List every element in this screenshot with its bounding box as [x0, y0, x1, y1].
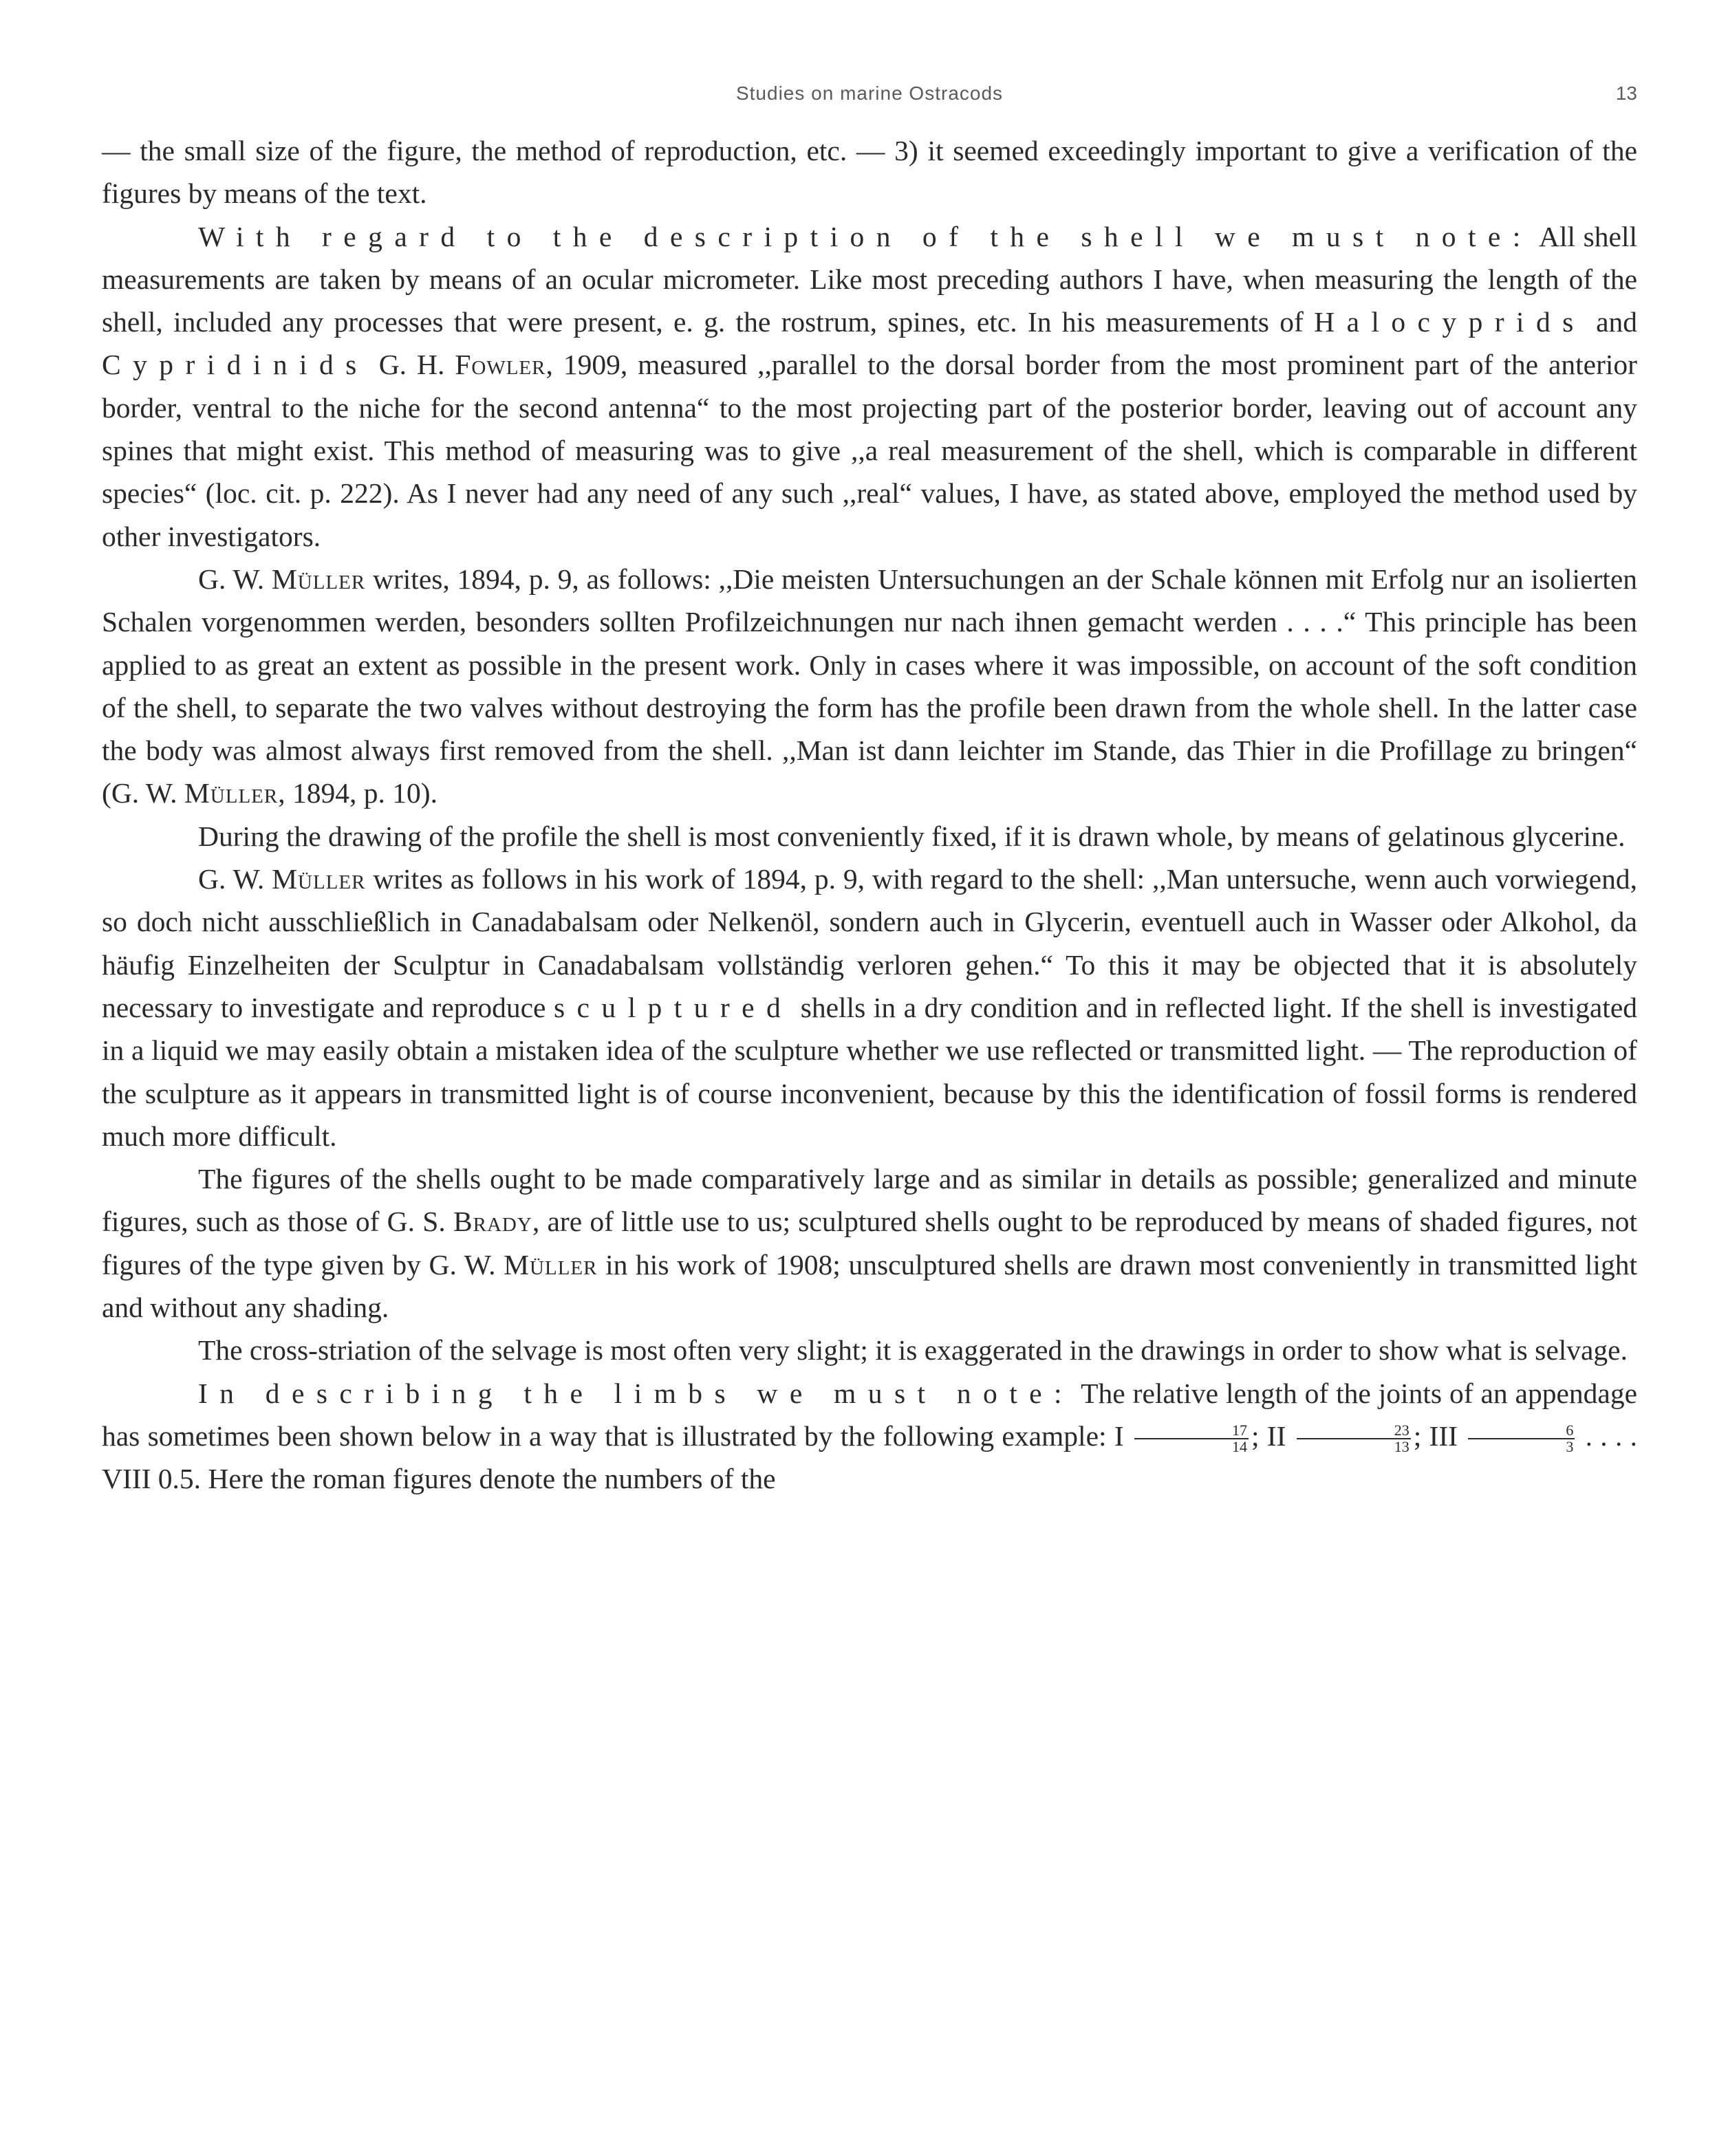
spaced-heading: In describing the limbs we must note: — [198, 1377, 1074, 1409]
spaced-term: Halocyprids — [1314, 306, 1586, 338]
fraction-numerator: 23 — [1297, 1423, 1411, 1439]
paragraph-text: , 1909, measured ,,parallel to the dorsal border from the most prominent part of the anterior border, ventral to the niche for the second antenna“ to the most projecting part of the posterior border, leaving out of account any spines that might exist. This method of measuring was to give ,,a real measurement of the shell, which is comparable in different species“ (loc. cit. p. 222). As I never had any need of any such ,,real“ values, I have, as stated above, employed the method used by other investigators. — [102, 349, 1637, 552]
paragraph-text: shells in a dry condition and in reflected light. If the shell is investigated in a liquid we may easily obtain a mistaken idea of the sculpture whether we use reflected or transmitted light. — The reproduction of the sculpture as it appears in transmitted light is of course inconvenient, because by this the identification of fossil forms is rendered much more difficult. — [102, 991, 1637, 1152]
paragraph-1 — [102, 129, 1637, 215]
joint-fraction — [1468, 1423, 1575, 1455]
page-header — [102, 83, 1637, 117]
paragraph-text: ; III — [1413, 1419, 1466, 1452]
paragraph-text: in his work of 1908; unsculptured shells are drawn most conveniently in transmitted light and without any shading. — [102, 1248, 1637, 1324]
author-name: Brady — [453, 1206, 532, 1238]
paragraph-text: , are of little use to us; sculptured shells ought to be reproduced by means of shaded figures, not figures of the type given by G. W. — [102, 1206, 1637, 1281]
paragraph-shell-description — [102, 215, 1637, 558]
paragraph-text: The figures of the shells ought to be made comparatively large and as similar in details as possible; generalized and minute figures, such as those of G. S. — [102, 1163, 1637, 1238]
paragraph-glycerine — [102, 815, 1637, 858]
author-name: Müller — [272, 863, 366, 895]
paragraph-text: G. W. — [198, 563, 272, 595]
paragraph-text: The cross-striation of the selvage is most often very slight; it is exaggerated in the drawings in order to show what is selvage. — [198, 1334, 1628, 1366]
paragraph-sculpture — [102, 858, 1637, 1157]
author-name: Müller — [271, 563, 366, 595]
paragraph-text: The relative length of the joints of an appendage has sometimes been shown below in a way that is illustrated by the following example: I — [102, 1377, 1637, 1452]
author-name: Müller — [504, 1248, 598, 1281]
paragraph-text: writes as follows in his work of 1894, p. 9, with regard to the shell: ,,Man untersuche, wenn auch vorwiegend, so doch nicht ausschließlich in Canadabalsam oder Nelkenöl, sondern auch in Glycerin, eventuell auch in Wasser oder Alkohol, da häufig Einzelheiten der Sculptur in Canadabalsam vollständig verloren gehen.“ To this it may be objected that it is absolutely necessary to investigate and reproduce — [102, 863, 1637, 1023]
page-number: 13 — [1615, 83, 1637, 104]
paragraph-muller-1894 — [102, 558, 1637, 815]
fraction-denominator: 3 — [1566, 1438, 1574, 1456]
paragraph-text: G. W. — [198, 863, 272, 895]
author-name: Fowler — [455, 349, 546, 381]
paragraph-text: ; II — [1251, 1419, 1294, 1452]
paragraph-text: . . . . VIII 0.5. Here the roman figures denote the numbers of the — [102, 1419, 1638, 1495]
paragraph-text: All shell measurements are taken by means of an ocular micrometer. Like most preceding authors I have, when measuring the length of the shell, included any processes that were present, e. g. the rostrum, spines, etc. In his measurements of — [102, 220, 1637, 338]
fraction-numerator: 17 — [1134, 1423, 1249, 1439]
paragraph-text: G. H. — [368, 349, 455, 381]
joint-fraction — [1297, 1423, 1411, 1455]
paragraph-text: writes, 1894, p. 9, as follows: ,,Die meisten Untersuchungen an der Schale können mit Erfolg nur an isolierten Schalen vorgenommen werden, besonders sollten Profilzeichnungen nur nach ihnen gemacht werden . . . .“ This principle has been applied to as great an extent as possible in the present work. Only in cases where it was impossible, on account of the soft condition of the shell, to separate the two valves without destroying the form has the profile been drawn from the whole shell. In the latter case the body was almost always first removed from the shell. ,,Man ist dann leichter im Stande, das Thier in die Profillage zu bringen“ (G. W. — [102, 563, 1637, 809]
paragraph-selvage — [102, 1329, 1637, 1371]
paragraph-text: During the drawing of the profile the shell is most conveniently fixed, if it is drawn whole, by means of gelatinous glycerine. — [198, 820, 1626, 852]
paragraph-text: , 1894, p. 10). — [278, 777, 438, 809]
paragraph-limbs — [102, 1372, 1637, 1501]
spaced-heading: With regard to the description of the shell we must note: — [198, 220, 1533, 252]
spaced-term: Cypridinids — [102, 349, 369, 381]
joint-fraction — [1134, 1423, 1249, 1455]
body-text — [102, 129, 1637, 1501]
paragraph-text: and — [1585, 306, 1637, 338]
fraction-numerator: 6 — [1468, 1423, 1575, 1439]
fraction-denominator: 14 — [1231, 1438, 1247, 1456]
running-title: Studies on marine Ostracods — [735, 83, 1004, 104]
paragraph-text: — the small size of the figure, the method of reproduction, etc. — 3) it seemed exceedingly important to give a verification of the figures by means of the text. — [102, 135, 1637, 210]
spaced-term: sculptured — [553, 991, 793, 1023]
paragraph-figures — [102, 1157, 1637, 1329]
author-name: Müller — [184, 777, 279, 809]
fraction-denominator: 13 — [1394, 1438, 1410, 1456]
